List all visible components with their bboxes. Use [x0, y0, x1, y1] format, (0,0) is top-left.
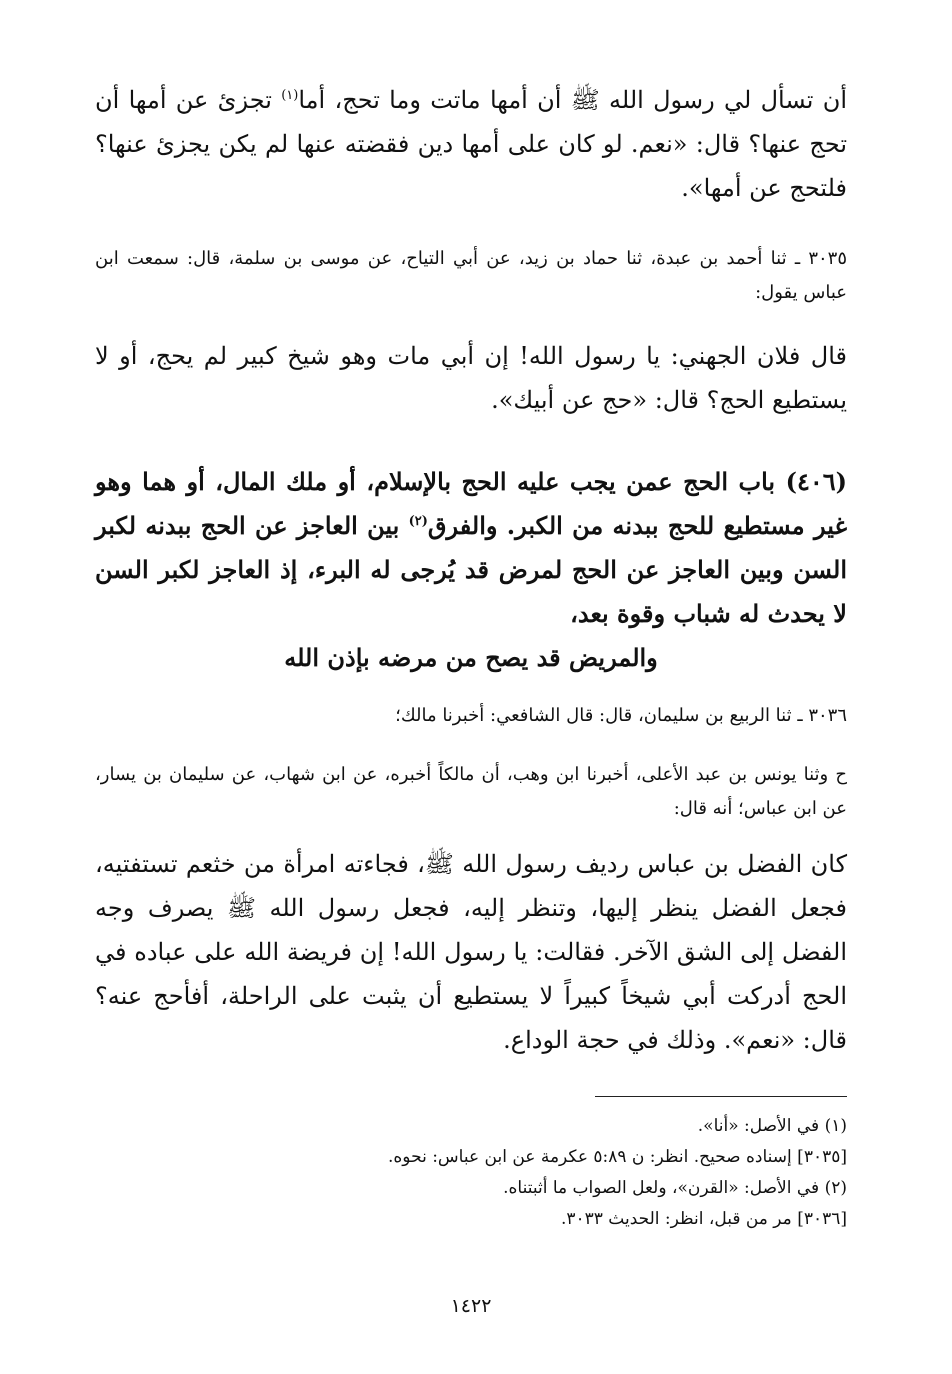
footnote-separator	[595, 1096, 847, 1097]
chapter-heading-end: بين العاجز عن الحج ببدنه لكبر السن وبين العاجز عن الحج لمرض قد يُرجى له البرء، إذ العاجز لكبر السن لا يحدث له شباب وقوة بعد،	[95, 511, 847, 628]
footnote-2: (٢) في الأصل: «القرن»، ولعل الصواب ما أثبتناه.	[503, 1178, 847, 1198]
footnote-marker-1[interactable]: (١)	[281, 88, 299, 103]
hadith-3036-isnad-2: ح وثنا يونس بن عبد الأعلى، أخبرنا ابن وهب، أن مالكاً أخبره، عن ابن شهاب، عن سليمان بن يسار، عن ابن عباس؛ أنه قال:	[95, 764, 847, 819]
footnote-1: (١) في الأصل: «أنا».	[697, 1116, 847, 1136]
chapter-heading-start: (٤٠٦) باب الحج عمن يجب عليه الحج بالإسلام، أو ملك المال، أو هما وهو غير مستطيع للحج ببدنه من الكبر. والفرق	[95, 467, 847, 540]
footnote-3036: [٣٠٣٦] مر من قبل، انظر: الحديث ٣٠٣٣.	[560, 1209, 847, 1229]
hadith-3036-matn: كان الفضل بن عباس رديف رسول الله ﷺ، فجاءته امرأة من خثعم تستفتيه، فجعل الفضل ينظر إليها، وتنظر إليه، فجعل رسول الله ﷺ يصرف وجه الفضل إلى الشق الآخر. فقالت: يا رسول الله! إن فريضة الله على عباده في الحج أدركت أبي شيخاً كبيراً لا يستطيع أن يثبت على الراحلة، أفأحج عنه؟ قال: «نعم». وذلك في حجة الوداع.	[95, 850, 847, 1054]
chapter-406-last-line: والمريض قد يصح من مرضه بإذن الله	[284, 643, 658, 672]
continuation-paragraph	[95, 78, 847, 210]
hadith-3035-matn: قال فلان الجهني: يا رسول الله! إن أبي مات وهو شيخ كبير لم يحج، أو لا يستطيع الحج؟ قال: «حج عن أبيك».	[95, 342, 848, 414]
footnote-3035: [٣٠٣٥] إسناده صحيح. انظر: ن ٥:٨٩ عكرمة عن ابن عباس: نحوه.	[388, 1147, 847, 1167]
continuation-text-start: أن تسأل لي رسول الله ﷺ أن أمها ماتت وما تحج، أما	[298, 86, 848, 114]
hadith-3036-isnad-1: ٣٠٣٦ ـ ثنا الربيع بن سليمان، قال: قال الشافعي: أخبرنا مالك؛	[395, 705, 847, 726]
hadith-3035-isnad: ٣٠٣٥ ـ ثنا أحمد بن عبدة، ثنا حماد بن زيد، عن أبي التياح، عن موسى بن سلمة، قال: سمعت ابن عباس يقول:	[95, 248, 847, 303]
footnote-marker-2[interactable]: (٢)	[408, 514, 428, 529]
book-page	[95, 70, 847, 1330]
page-number: ١٤٢٢	[450, 1295, 492, 1317]
continuation-text-end: تجزئ عن أمها أن تحج عنها؟ قال: «نعم. لو كان على أمها دين فقضته عنها لم يكن يجزئ عنها؟ فلتحج عن أمها».	[95, 86, 847, 202]
chapter-406-heading	[95, 460, 847, 636]
